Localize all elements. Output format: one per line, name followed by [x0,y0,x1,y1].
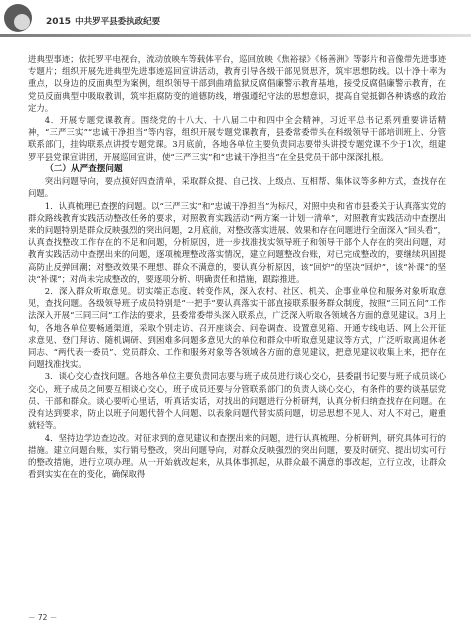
paragraph: 4．坚持边学边查边改。对征求到的意见建议和查摆出来的问题，进行认真梳理、分析研判，研究具体可行的措施。建立问题台账，实行销号整改，突出问题导向，对群众反映强烈的突出问题，要及时研究、提出切实可行的整改措施，进行立项办理。从一开始就改起来，从具体事抓起，从群众最不满意的事改起，立行立改，让群众看到实实在在的变化，确保取得 [28,432,446,480]
page-number: － 72 － [28,613,58,622]
paragraph: 突出问题导向，要点摸好四查清单，采取群众提、自己找、上级点、互相帮、集体议等多种方式，查找存在问题。 [28,176,446,199]
header-text: 中共罗平县委执政纪要 [75,17,161,27]
paragraph: 1．认真梳理已查摆的问题。以“三严三实”和“忠诚干净担当”为标尺，对照中央和省市县委关于认真落实党的群众路线教育实践活动整改任务的要求，对照教育实践活动“两方案一计划一清单”，对照教育实践活动中查摆出来的问题特别是群众反映强烈的突出问题，2月底前，对整改落实进展、效果和存在问题进行全面深入“回头看”，认真查找整改工作存在的不足和问题，分析原因，进一步找准找实领导班子和领导干部个人存在的突出问题，对教育实践活动中查摆出来的问题，逐项梳理整改落实情况，建立问题整改台账，对已完成整改的，要继续巩固提高防止反弹回潮；对整改效果不理想、群众不满意的，要认真分析原因，该“回炉”的坚决“回炉”，该“补课”的坚决“补课”；对尚未完成整改的，要逐项分析、明确责任和措施，跟踪推进。 [28,200,446,284]
header-year: 2015 [46,17,72,27]
running-header-title [46,15,160,27]
page-body [28,53,446,480]
paragraph: 4．开展专题党课教育。围绕党的十八大、十八届二中和四中全会精神，习近平总书记系列重要讲话精神，“三严三实”“忠诚干净担当”等内容，组织开展专题党课教育，县委常委带头在科级领导干部培训班上、分管联系部门，挂钩联系点讲授专题党课。3月底前，各地各单位主要负责同志要带头讲授专题党课不少于1次，组建罗平县党课宣讲团，开展巡回宣讲，使“三严三实”和“忠诚干净担当”在全县党员干部中深深扎根。 [28,115,446,162]
party-emblem-icon [4,4,32,32]
paragraph: 3．谈心交心查找问题。各地各单位主要负责同志要与班子成员进行谈心交心，县委副书记要与班子成员谈心交心，班子成员之间要互相谈心交心，班子成员还要与分管联系部门的负责人谈心交心，有条件的要约谈基层党员、干部和群众。谈心要听心里话，听真话实话，对找出的问题进行分析研判，认真分析归纳查找存在问题。在没有达到要求，防止以班子问题代替个人问题、以表象问题代替实质问题，切忌思想不见人、对人不对己，避重就轻等。 [28,371,446,431]
section-heading: （二）从严查摆问题 [45,163,123,174]
paragraph: 进典型事迹；依托罗平电视台，流动放映车等载体平台，巡回放映《焦裕禄》《杨善洲》等影片和音像带先进事迹专题片；组织开展先进典型先进事迹巡回宣讲活动，教育引导各级干部见贤思齐，筑牢思想防线。以十净十率为重点，以身边的反面典型为案例，组织领导干部到曲靖监狱反腐倡廉警示教育基地，接受反腐倡廉警示教育，在党员反面典型中吸取教训，筑牢拒腐防变的道德防线，增强遵纪守法的思想意识，提高自觉抵御各种诱惑的政治定力。 [28,54,446,113]
header-divider [0,34,471,37]
paragraph: 2．深入群众听取意见。切实端正态度、转变作风，深入农村、社区、机关、企事业单位和服务对象听取意见，查找问题。各级领导班子成员特别是“一把手”要认真落实干部直接联系服务群众制度，按照“三同五问”工作法深入开展“三同三问”工作法的要求，县委常委带头深入联系点，广泛深入听取各领域各方面的意见建议。3月上旬，各地各单位要畅通渠道，采取个别走访、召开座谈会、问卷调查、设置意见箱、开通专线电话、网上公开征求意见、登门拜访、随机调研、到困难多问题多意见大的单位和群众中听取意见建议等方式，广泛听取离退休老同志、“两代表一委员”、党员群众、工作和服务对象等各领域各方面的意见建议，把意见建议收集上来，把存在问题找准找实。 [28,286,446,370]
page-header [0,0,471,40]
